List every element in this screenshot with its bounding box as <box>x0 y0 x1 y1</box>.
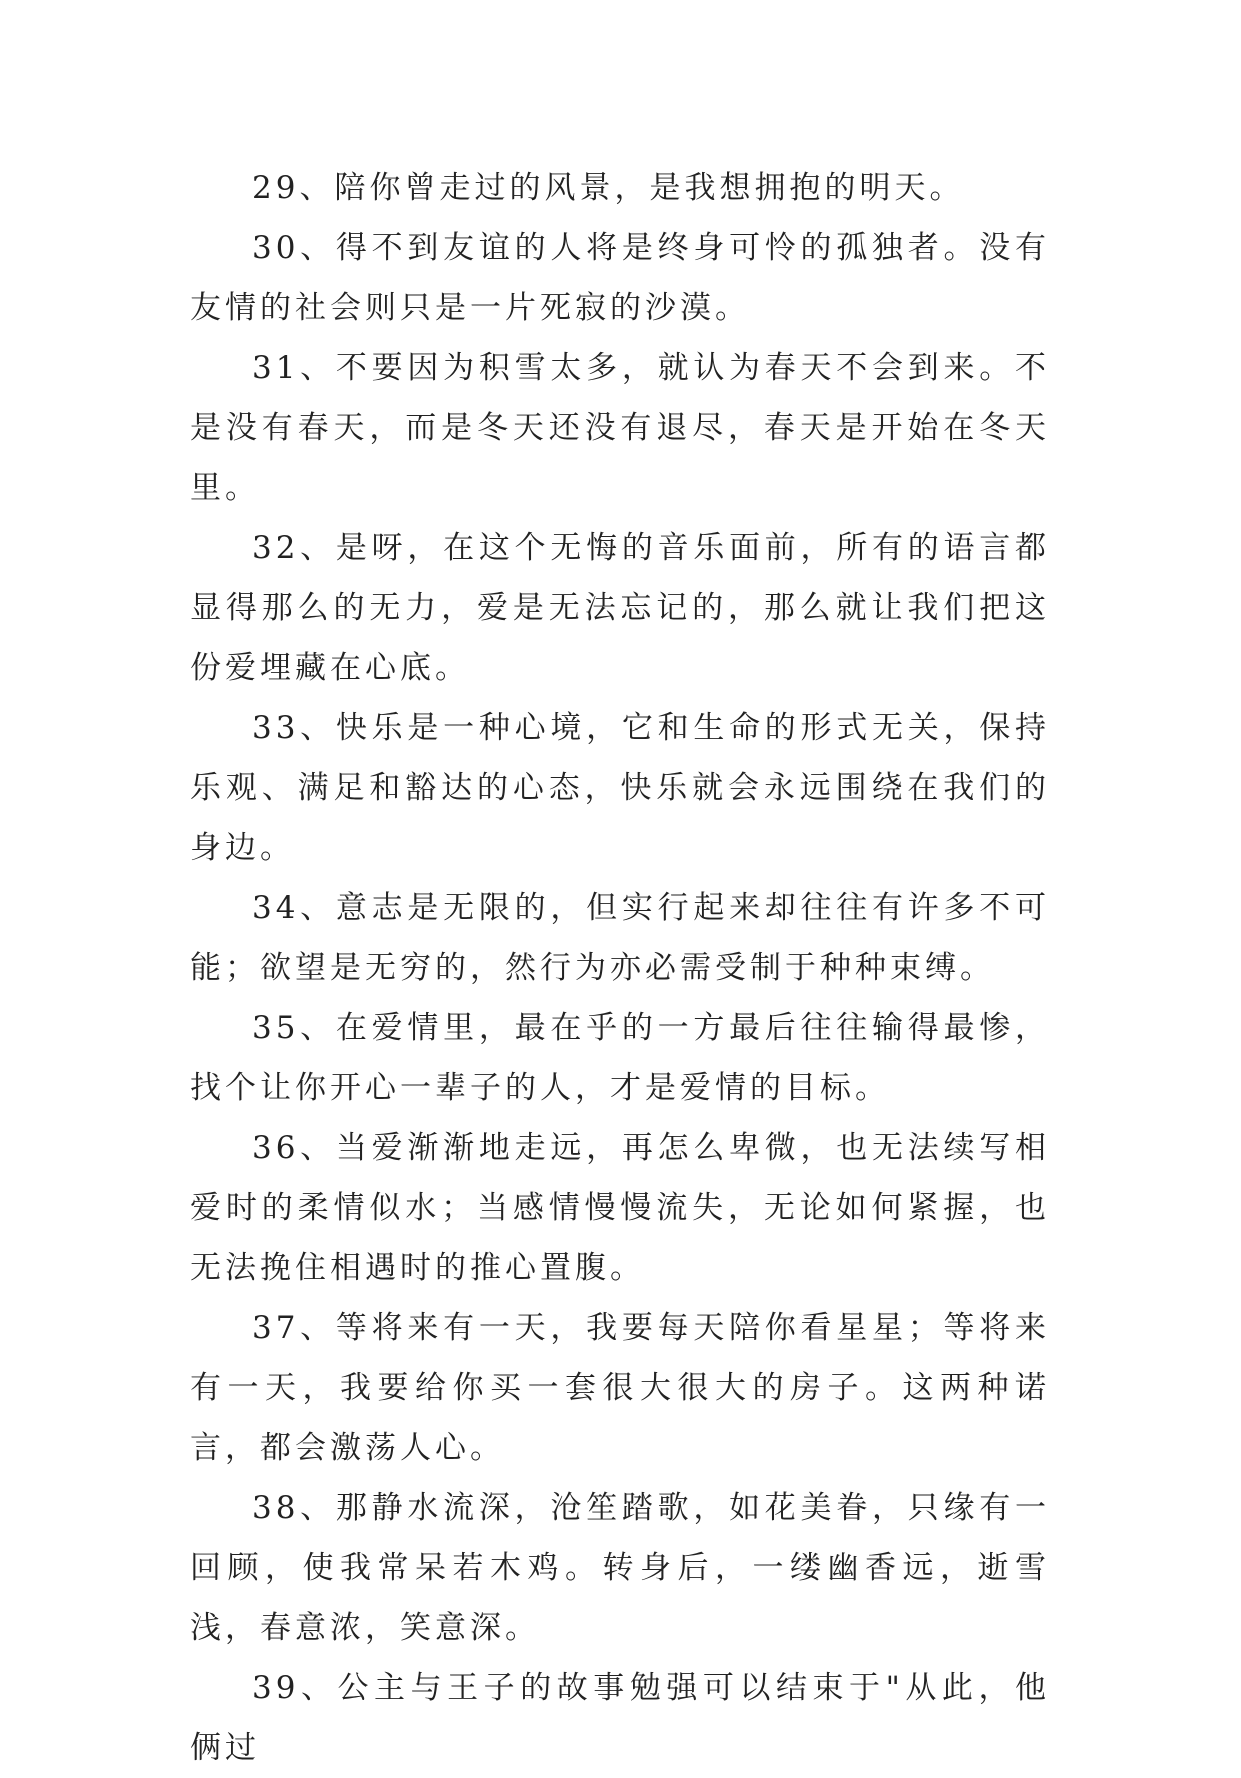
paragraph-35: 35、在爱情里，最在乎的一方最后往往输得最惨，找个让你开心一辈子的人，才是爱情的目标。 <box>190 1010 1050 1106</box>
document-body <box>190 158 1050 1778</box>
paragraph-39: 39、公主与王子的故事勉强可以结束于"从此，他俩过 <box>190 1670 1050 1766</box>
paragraph-29: 29、陪你曾走过的风景，是我想拥抱的明天。 <box>252 170 965 206</box>
paragraph-36: 36、当爱渐渐地走远，再怎么卑微，也无法续写相爱时的柔情似水；当感情慢慢流失，无论如何紧握，也无法挽住相遇时的推心置腹。 <box>190 1130 1050 1286</box>
paragraph-30: 30、得不到友谊的人将是终身可怜的孤独者。没有友情的社会则只是一片死寂的沙漠。 <box>190 230 1050 326</box>
paragraph-32: 32、是呀，在这个无悔的音乐面前，所有的语言都显得那么的无力，爱是无法忘记的，那么就让我们把这份爱埋藏在心底。 <box>190 530 1050 686</box>
paragraph-31: 31、不要因为积雪太多，就认为春天不会到来。不是没有春天，而是冬天还没有退尽，春天是开始在冬天里。 <box>190 350 1050 506</box>
paragraph-37: 37、等将来有一天，我要每天陪你看星星；等将来有一天，我要给你买一套很大很大的房子。这两种诺言，都会激荡人心。 <box>190 1310 1050 1466</box>
paragraph-33: 33、快乐是一种心境，它和生命的形式无关，保持乐观、满足和豁达的心态，快乐就会永远围绕在我们的身边。 <box>190 710 1050 866</box>
paragraph-38: 38、那静水流深，沧笙踏歌，如花美眷，只缘有一回顾，使我常呆若木鸡。转身后，一缕幽香远，逝雪浅，春意浓，笑意深。 <box>190 1490 1050 1646</box>
paragraph-34: 34、意志是无限的，但实行起来却往往有许多不可能；欲望是无穷的，然行为亦必需受制于种种束缚。 <box>190 890 1050 986</box>
